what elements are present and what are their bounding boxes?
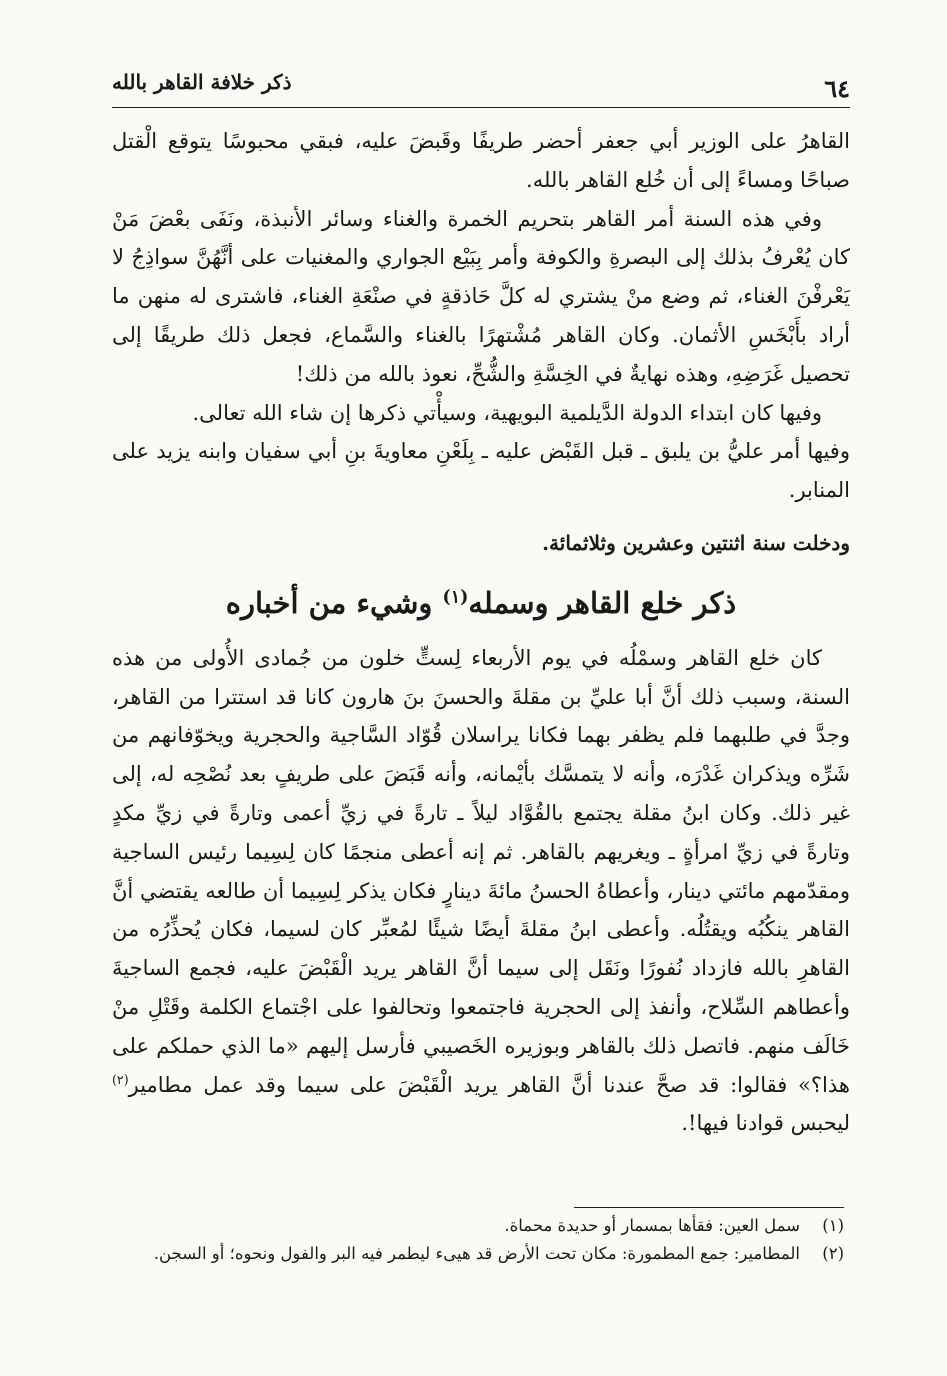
section-heading xyxy=(112,581,850,625)
paragraph-3: وفيها كان ابتداء الدولة الدَّيلمية البويهية، وسيأْتي ذكرها إن شاء الله تعالى. xyxy=(192,400,822,425)
page-number: ٦٤ xyxy=(824,74,850,103)
footnote-number: (١) xyxy=(822,1216,844,1235)
footnote-ref-2[interactable]: (٢) xyxy=(112,1071,129,1087)
paragraph-5-text: كان خلع القاهر وسمْلُه في يوم الأربعاء لِستٍّ خلون من جُمادى الأُولى من هذه السنة، وسبب ذلك أنَّ أبا عليِّ بن مقلةَ والحسنَ بنَ هارون كانا قد استترا من القاهر، وجدَّ في طلبهما فلم يظفر بهما فكانا يراسلان قُوّاد السَّاجية والحجرية ويخوّفانهم من شَرِّه ويذكران غَدْرَه، وأنه لا يتمسَّك بأيْمانه، وأنه قَبَضَ على طريفٍ بعد نُصْحِه له، إلى غير ذلك. وكان ابنُ مقلة يجتمع بالقُوَّاد ليلاً ـ تارةً في زيِّ أعمى وتارةً في زيِّ مكدٍ وتارةً في زيِّ امرأةٍ ـ ويغريهم بالقاهر. ثم إنه أعطى منجمًا كان لِسِيما رئيس الساجية ومقدّمهم مائتي دينار، وأعطاهُ الحسنُ مائةَ دينارٍ فكان يذكر لِسِيما أن طالعه يقتضي أنَّ القاهر ينكُبُه ويقتُلُه. وأعطى ابنُ مقلةَ أيضًا شيئًا لمُعبِّر كان لسيما، فكان يُحذِّرُه من القاهرِ بالله فازداد نُفورًا ونَقَل إلى سيما أنَّ القاهر يريد الْقَبْضَ عليه، فجمع الساجيةَ وأعطاهم السِّلاح، وأنفذ إلى الحجرية فاجتمعوا وتحالفوا على اجْتماع الكلمة وقَتْلِ منْ خَالَف منهم. فاتصل ذلك بالقاهر وبوزيره الخَصيبي فأرسل إليهم «ما الذي حملكم على هذا؟» فقالوا: قد صحَّ عندنا أنَّ القاهر يريد الْقَبْضَ على سيما وقد عمل مطامير xyxy=(112,645,850,1097)
footnote-1 xyxy=(112,1212,844,1240)
paragraph-5 xyxy=(112,639,850,1143)
paragraph-2: وفي هذه السنة أمر القاهر بتحريم الخمرة والغناء وسائر الأنبذة، ونَفَى بعْضَ مَنْ كان يُعْرفُ بذلك إلى البصرةِ والكوفة وأمر بِبَيْع الجواري والمغنيات على أنَّهُنَّ سواذِجُ لا يَعْرفْنَ الغناء، ثم وضع منْ يشتري له كلَّ حَاذقةٍ في صنْعَةِ الغناء، فاشترى له منهن ما أراد بأَبْخَسِ الأثمان. وكان القاهر مُشْتهرًا بالغناء والسَّماع، فجعل ذلك طريقًا إلى تحصيل غَرَضِهِ، وهذه نهايةٌ في الخِسَّةِ والشُّحِّ، نعوذ بالله من ذلك! xyxy=(112,206,850,386)
paragraph-1: القاهرُ على الوزير أبي جعفر أحضر طريفًا وقَبضَ عليه، فبقي محبوسًا يتوقع الْقتل صباحًا ومساءً إلى أن خُلع القاهر بالله. xyxy=(112,129,850,192)
body-text xyxy=(112,122,850,1143)
footnote-rule xyxy=(574,1207,844,1208)
heading-text-after: وشيء من أخباره xyxy=(225,585,443,620)
running-title: ذكر خلافة القاهر بالله xyxy=(112,70,292,94)
paragraph-4: وفيها أمر عليُّ بن يلبق ـ قبل القَبْض عليه ـ بِلَعْنِ معاويةَ بنِ أبي سفيان وابنه يزيد على المنابر. xyxy=(112,439,850,503)
header-rule xyxy=(112,107,850,108)
footnote-2 xyxy=(112,1240,844,1268)
footnote-ref-1[interactable]: (١) xyxy=(442,587,469,608)
year-line: ودخلت سنة اثنتين وعشرين وثلاثمائة. xyxy=(542,530,850,555)
footnote-text: المطامير: جمع المطمورة: مكان تحت الأرض قد هيىء ليطمر فيه البر والفول ونحوه؛ أو السجن. xyxy=(153,1244,800,1263)
page-header xyxy=(112,66,850,106)
footnotes xyxy=(112,1212,844,1268)
footnote-number: (٢) xyxy=(822,1244,844,1263)
heading-text-before: ذكر خلع القاهر وسمله xyxy=(468,585,737,620)
footnote-text: سمل العين: فقأها بمسمار أو حديدة محماة. xyxy=(504,1216,800,1235)
paragraph-5-ending: ليحبس قوادنا فيها!. xyxy=(681,1111,850,1136)
